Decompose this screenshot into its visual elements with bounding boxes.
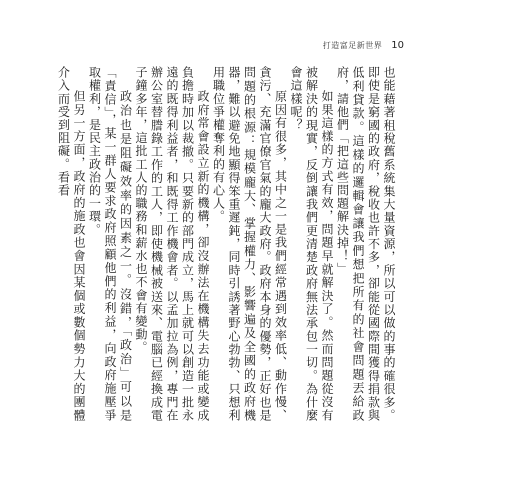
paragraph: 政府常會設立新的機構，卻沒辦法在機構失去功能或變成負擔時加以裁撤。只要新的部門成立，馬上就可以創造一批永遠的既得利益者，和既得工作機會者。以孟加拉為例，專門在辦公室替謄錄工作的工人，即使機械被送來、電腦已經換成電子鐘多年，這批工人的職務和薪水也不會有變動。: [134, 66, 210, 422]
running-header: [323, 40, 404, 51]
running-title: 打造富足新世界: [322, 41, 383, 50]
paragraph: 政治也是阻礙效率的因素之一。沒錯，「政治」可以是「責信」，某一群人要求政府照顧他們的利益，向政府施壓爭取權利，是民主政治的一環。: [87, 66, 133, 422]
page-number: 10: [391, 40, 404, 51]
paragraph: 但另一方面，政府的施政也會因某個或數個勢力大的團體介入而受到阻礙。看看: [56, 66, 86, 422]
paragraph: 如果這樣的方式有效，問題早就解決了。然而問題從沒有被解決的現實，反倒讓我們更清楚政府無法承包一切。為什麼會這樣呢？: [289, 66, 334, 422]
paragraph: 原因有很多，其中之一是我們經常遇到效率低、動作慢、貪污、充滿官僚官氣的龐大政府。政府本身的優勢，正好也是問題的根源：規模龐大、掌握權力、影響遍及全國的政府機器，難以避免地顯得笨重遲鈍，同時引誘著野心勃勃、只想利用職位爭權奪利的有心人。: [211, 66, 288, 422]
body-text: [56, 66, 396, 422]
paragraph: 也能藉著租稅舊系統集大量資源，所以可以做的事的確很多。即使是窮國的政府，稅收也許不多，卻能從國際間獲得捐款與低利貸款。這樣的邏輯會讓我們想把所有的社會問題丟給政府，請他們「把這些問題解決掉！」: [335, 66, 396, 422]
